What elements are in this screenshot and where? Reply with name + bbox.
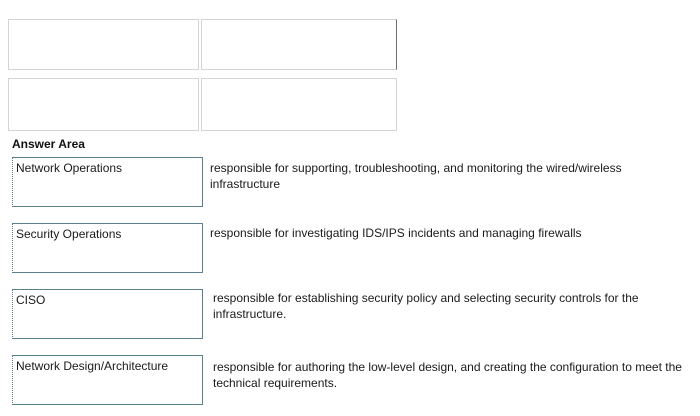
answer-box-security-operations[interactable]: Security Operations bbox=[12, 223, 203, 273]
answer-box-network-design-architecture[interactable]: Network Design/Architecture bbox=[12, 355, 203, 405]
source-box-3[interactable] bbox=[8, 78, 199, 131]
source-box-1[interactable] bbox=[8, 19, 199, 70]
description-network-design-architecture: responsible for authoring the low-level design, and creating the configuration to meet the technical requirements. bbox=[213, 360, 682, 390]
description-ciso: responsible for establishing security policy and selecting security controls for the infrastructure. bbox=[213, 291, 639, 321]
answer-box-ciso[interactable]: CISO bbox=[12, 289, 203, 339]
source-box-4[interactable] bbox=[201, 78, 397, 131]
description-security-operations: responsible for investigating IDS/IPS incidents and managing firewalls bbox=[210, 226, 582, 240]
answer-box-network-operations[interactable]: Network Operations bbox=[12, 157, 203, 207]
answer-area-title: Answer Area bbox=[12, 137, 85, 151]
source-box-2[interactable] bbox=[201, 19, 397, 70]
description-network-operations: responsible for supporting, troubleshooting, and monitoring the wired/wireless infrastructure bbox=[210, 161, 622, 191]
